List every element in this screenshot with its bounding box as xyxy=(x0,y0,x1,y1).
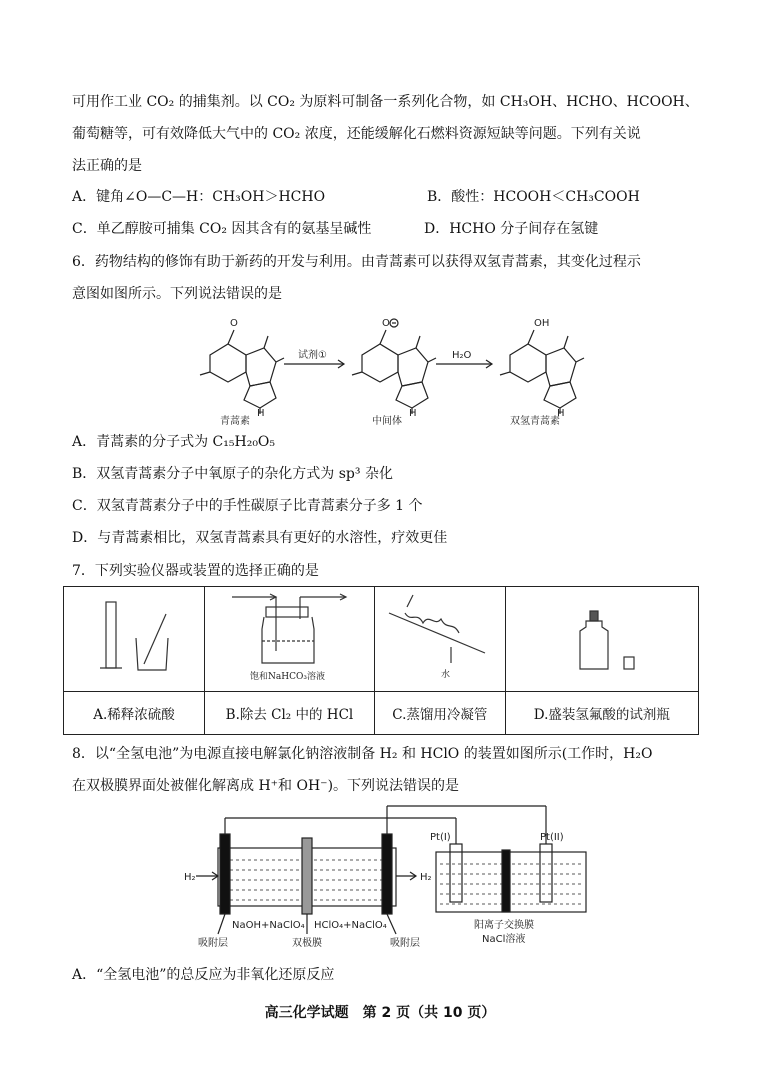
h-atom-3: H xyxy=(557,408,565,419)
apparatus-table xyxy=(63,586,699,735)
q8-option-a: A．“全氢电池”的总反应为非氧化还原反应 xyxy=(72,967,335,983)
q6-option-b: B．双氢青蒿素分子中氧原子的杂化方式为 sp³ 杂化 xyxy=(72,466,393,482)
dihydroartemisinin-structure xyxy=(500,330,584,414)
q6-stem-line-1: 6．药物结构的修饰有助于新药的开发与利用。由青蒿素可以获得双氢青蒿素，其变化过程示 xyxy=(72,254,641,270)
page-footer: 高三化学试题 第 2 页（共 10 页） xyxy=(264,1005,496,1021)
caption-b: B.除去 Cl₂ 中的 HCl xyxy=(204,692,374,735)
cell-b-image xyxy=(204,587,374,692)
q6-stem-line-2: 意图如图所示。下列说法错误的是 xyxy=(72,286,282,302)
oh-group: OH xyxy=(534,318,550,329)
q5-stem-line-1: 可用作工业 CO₂ 的捕集剂。以 CO₂ 为原料可制备一系列化合物，如 CH₃OH、HCHO、HCOOH、 xyxy=(72,94,699,110)
condenser-icon xyxy=(377,591,502,683)
reagent-bottle-icon xyxy=(532,597,672,677)
artemisinin-reaction-scheme xyxy=(180,310,600,426)
nacl-solution-label: NaCl溶液 xyxy=(482,934,526,945)
q8-stem-line-2: 在双极膜界面处被催化解离成 H⁺和 OH⁻)。下列说法错误的是 xyxy=(72,778,460,794)
q7-stem: 7．下列实验仪器或装置的选择正确的是 xyxy=(72,563,319,579)
q8-stem-line-1: 8．以“全氢电池”为电源直接电解氯化钠溶液制备 H₂ 和 HClO 的装置如图所示(工作时，H₂O xyxy=(72,746,653,762)
cell-d-image xyxy=(505,587,698,692)
caption-a: A.稀释浓硫酸 xyxy=(64,692,205,735)
q5-option-c: C．单乙醇胺可捕集 CO₂ 因其含有的氨基呈碱性 xyxy=(72,221,372,237)
cation-exchange-membrane-label: 阳离子交换膜 xyxy=(474,920,534,931)
cell-a-image xyxy=(64,587,205,692)
water-label: H₂O xyxy=(452,350,472,361)
right-electrolyte-label: HClO₄+NaClO₄ xyxy=(314,920,387,931)
h-atom-2: H xyxy=(409,408,417,419)
dihydroartemisinin-label: 双氢青蒿素 xyxy=(510,416,560,426)
caption-c: C.蒸馏用冷凝管 xyxy=(374,692,505,735)
o-atom-1: O xyxy=(230,318,238,329)
gas-washing-bottle-icon xyxy=(214,589,364,685)
reagent-label: 试剂① xyxy=(298,350,327,361)
bipolar-membrane-label: 双极膜 xyxy=(292,938,322,949)
artemisinin-label: 青蒿素 xyxy=(220,416,250,426)
cylinder-beaker-icon xyxy=(74,592,194,682)
electrolysis-diagram xyxy=(184,804,594,960)
cell-c-image xyxy=(374,587,505,692)
h-atom-1: H xyxy=(257,408,265,419)
solution-label: 饱和NaHCO₃溶液 xyxy=(250,672,326,682)
right-adsorption-layer-label: 吸附层 xyxy=(390,938,420,949)
q5-option-b: B．酸性：HCOOH＜CH₃COOH xyxy=(427,189,640,205)
left-electrolyte-label: NaOH+NaClO₄ xyxy=(232,920,305,931)
left-adsorption-layer-label: 吸附层 xyxy=(198,938,228,949)
q6-option-c: C．双氢青蒿素分子中的手性碳原子比青蒿素分子多 1 个 xyxy=(72,498,423,514)
q5-stem-line-3: 法正确的是 xyxy=(72,158,142,174)
caption-d: D.盛装氢氟酸的试剂瓶 xyxy=(505,692,698,735)
pt2-electrode-label: Pt(II) xyxy=(540,832,564,843)
intermediate-label: 中间体 xyxy=(372,416,402,426)
q6-option-a: A．青蒿素的分子式为 C₁₅H₂₀O₅ xyxy=(72,434,276,450)
q5-option-d: D．HCHO 分子间存在氢键 xyxy=(424,221,599,237)
intermediate-structure xyxy=(352,319,436,414)
pt1-electrode-label: Pt(I) xyxy=(430,832,451,843)
q5-option-a: A．键角∠O—C—H：CH₃OH＞HCHO xyxy=(72,189,326,205)
artemisinin-structure xyxy=(200,330,284,414)
o-atom-2: O xyxy=(382,318,390,329)
q6-option-d: D．与青蒿素相比，双氢青蒿素具有更好的水溶性，疗效更佳 xyxy=(72,530,448,546)
q5-stem-line-2: 葡萄糖等，可有效降低大气中的 CO₂ 浓度，还能缓解化石燃料资源短缺等问题。下列有关说 xyxy=(72,126,641,142)
h2-outlet-label: H₂ xyxy=(420,872,432,883)
water-inlet-label: 水 xyxy=(441,670,451,680)
h2-inlet-label: H₂ xyxy=(184,872,196,883)
